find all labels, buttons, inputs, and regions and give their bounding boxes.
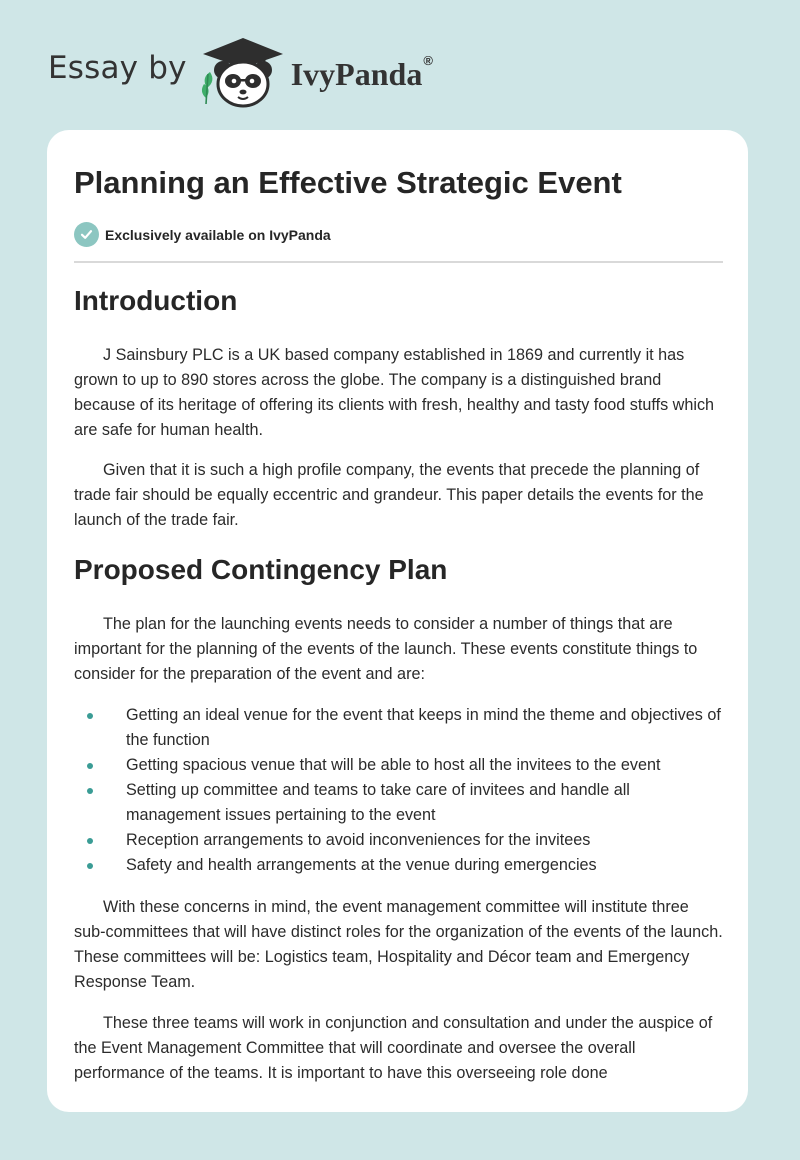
list-item-text: Reception arrangements to avoid inconveniences for the invitees bbox=[126, 831, 591, 849]
exclusive-badge bbox=[74, 222, 331, 247]
bullet-dot-icon bbox=[87, 863, 93, 869]
essay-by-label: Essay by bbox=[48, 50, 187, 86]
site-header bbox=[48, 32, 433, 112]
check-circle-icon bbox=[74, 222, 99, 247]
bullet-dot-icon bbox=[87, 763, 93, 769]
list-item bbox=[74, 853, 723, 878]
paragraph: Given that it is such a high profile company, the events that precede the planning of trade fair should be equally eccentric and grandeur. This paper details the events for the launch of the trade fair. bbox=[74, 461, 704, 529]
check-mark-graphic bbox=[80, 228, 93, 241]
panda-logo-graphic bbox=[197, 34, 289, 110]
section-heading-introduction: Introduction bbox=[74, 285, 238, 316]
list-item-text: Getting spacious venue that will be able to host all the invitees to the event bbox=[126, 756, 661, 774]
bullet-dot-icon bbox=[87, 713, 93, 719]
badge-label: Exclusively available on IvyPanda bbox=[105, 226, 331, 243]
bullet-dot-icon bbox=[87, 838, 93, 844]
registered-mark: ® bbox=[423, 52, 433, 68]
paragraph: With these concerns in mind, the event management committee will institute three sub-committees that will have distinct roles for the organization of the events of the launch. These committees will be: Logistics team, Hospitality and Décor team and Emergency Response Team. bbox=[74, 898, 723, 991]
list-item bbox=[74, 828, 723, 853]
paragraph: These three teams will work in conjunction and consultation and under the auspice of the Event Management Committee that will coordinate and oversee the overall performance of the teams. It is important to have this overseeing role done bbox=[74, 1014, 713, 1082]
list-item-text: Safety and health arrangements at the venue during emergencies bbox=[126, 856, 597, 874]
list-item bbox=[74, 703, 723, 753]
page-title: Planning an Effective Strategic Event bbox=[74, 165, 622, 200]
list-item bbox=[74, 753, 723, 778]
section-heading-contingency-plan: Proposed Contingency Plan bbox=[74, 554, 448, 585]
title-divider bbox=[74, 261, 723, 263]
list-item-text: Setting up committee and teams to take care of invitees and handle all management issues pertaining to the event bbox=[126, 781, 630, 824]
list-item bbox=[74, 778, 723, 828]
paragraph: The plan for the launching events needs to consider a number of things that are important for the planning of the events of the launch. These events constitute things to consider for the preparation of the event and are: bbox=[74, 615, 698, 683]
paragraph: J Sainsbury PLC is a UK based company established in 1869 and currently it has grown to up to 890 stores across the globe. The company is a distinguished brand because of its heritage of offering its clients with fresh, healthy and tasty food stuffs which are safe for human health. bbox=[74, 346, 715, 439]
list-item-text: Getting an ideal venue for the event that keeps in mind the theme and objectives of the function bbox=[126, 706, 721, 749]
considerations-list bbox=[74, 703, 723, 878]
brand-name: IvyPanda bbox=[290, 55, 423, 92]
essay-card bbox=[47, 130, 748, 1112]
bullet-dot-icon bbox=[87, 788, 93, 794]
panda-logo-icon[interactable] bbox=[197, 34, 289, 110]
